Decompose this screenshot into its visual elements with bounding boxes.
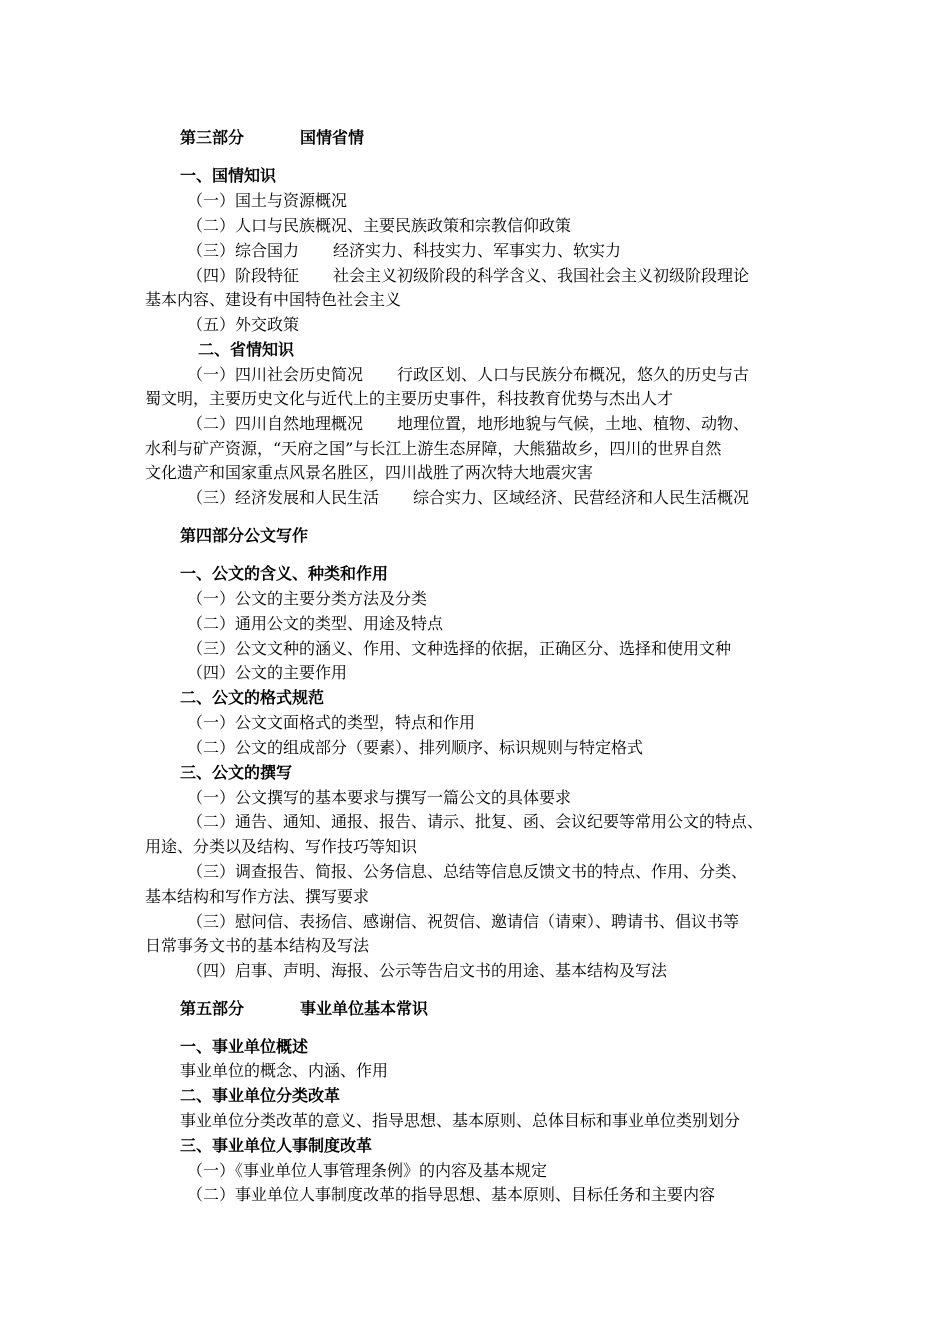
list-item: （四）阶段特征 社会主义初级阶段的科学含义、我国社会主义初级阶段理论 xyxy=(187,266,750,285)
list-item-continuation: 蜀文明，主要历史文化与近代上的主要历史事件，科技教育优势与杰出人才 xyxy=(145,389,674,408)
list-item: （一）公文的主要分类方法及分类 xyxy=(187,589,428,608)
list-item: （一）公文撰写的基本要求与撰写一篇公文的具体要求 xyxy=(187,788,572,807)
part5-title-text: 事业单位基本常识 xyxy=(300,999,429,1018)
list-item: （三）经济发展和人民生活 综合实力、区域经济、民营经济和人民生活概况 xyxy=(187,488,750,507)
list-item-continuation: 文化遗产和国家重点风景名胜区，四川战胜了两次特大地震灾害 xyxy=(145,463,594,482)
list-item-continuation: 用途、分类以及结构、写作技巧等知识 xyxy=(145,837,418,856)
part5-title xyxy=(180,999,860,1019)
list-item: （二）事业单位人事制度改革的指导思想、基本原则、目标任务和主要内容 xyxy=(187,1185,716,1204)
part5-section3-heading: 三、事业单位人事制度改革 xyxy=(180,1136,373,1155)
part3-section2-heading: 二、省情知识 xyxy=(198,340,295,359)
list-item: （四）启事、声明、海报、公示等告启文书的用途、基本结构及写法 xyxy=(187,961,668,980)
part5-section2-heading: 二、事业单位分类改革 xyxy=(180,1086,341,1105)
list-item-continuation: 基本内容、建设有中国特色社会主义 xyxy=(145,290,402,309)
list-item: （四）公文的主要作用 xyxy=(187,663,348,682)
list-item: （二）通告、通知、通报、报告、请示、批复、函、会议纪要等常用公文的特点、 xyxy=(187,812,764,831)
list-item: （三）公文文种的涵义、作用、文种选择的依据，正确区分、选择和使用文种 xyxy=(187,639,732,658)
list-item: （一）国土与资源概况 xyxy=(187,191,348,210)
part5-title-number: 第五部分 xyxy=(180,999,245,1018)
part4-section3-heading: 三、公文的撰写 xyxy=(180,763,293,782)
paragraph: 事业单位分类改革的意义、指导思想、基本原则、总体目标和事业单位类别划分 xyxy=(180,1111,741,1130)
part3-title xyxy=(180,128,860,148)
list-item: （三）调查报告、简报、公务信息、总结等信息反馈文书的特点、作用、分类、 xyxy=(187,862,748,881)
part4-section1-heading: 一、公文的含义、种类和作用 xyxy=(180,564,389,583)
part3-title-number: 第三部分 xyxy=(180,128,245,147)
list-item: （二）公文的组成部分（要素）、排列顺序、标识规则与特定格式 xyxy=(187,738,644,757)
list-item: （一）公文文面格式的类型，特点和作用 xyxy=(187,713,476,732)
list-item: （一）《事业单位人事管理条例》的内容及基本规定 xyxy=(187,1161,548,1180)
list-item: （五）外交政策 xyxy=(187,315,300,334)
part3-section1-heading: 一、国情知识 xyxy=(180,166,277,185)
paragraph: 事业单位的概念、内涵、作用 xyxy=(180,1061,389,1080)
list-item: （二）人口与民族概况、主要民族政策和宗教信仰政策 xyxy=(187,216,572,235)
list-item: （一）四川社会历史简况 行政区划、人口与民族分布概况，悠久的历史与古 xyxy=(187,365,750,384)
list-item: （三）慰问信、表扬信、感谢信、祝贺信、邀请信（请柬）、聘请书、倡议书等 xyxy=(187,912,740,931)
list-item-continuation: 日常事务文书的基本结构及写法 xyxy=(145,936,370,955)
part4-section2-heading: 二、公文的格式规范 xyxy=(180,688,325,707)
part3-title-text: 国情省情 xyxy=(300,128,365,147)
list-item-continuation: 水利与矿产资源，“天府之国”与长江上游生态屏障，大熊猫故乡，四川的世界自然 xyxy=(145,439,722,458)
part4-title: 第四部分公文写作 xyxy=(180,526,309,545)
part5-section1-heading: 一、事业单位概述 xyxy=(180,1037,309,1056)
list-item: （二）四川自然地理概况 地理位置，地形地貌与气候，土地、植物、动物、 xyxy=(187,414,750,433)
list-item: （二）通用公文的类型、用途及特点 xyxy=(187,614,444,633)
list-item: （三）综合国力 经济实力、科技实力、军事实力、软实力 xyxy=(187,241,622,260)
list-item-continuation: 基本结构和写作方法、撰写要求 xyxy=(145,887,370,906)
